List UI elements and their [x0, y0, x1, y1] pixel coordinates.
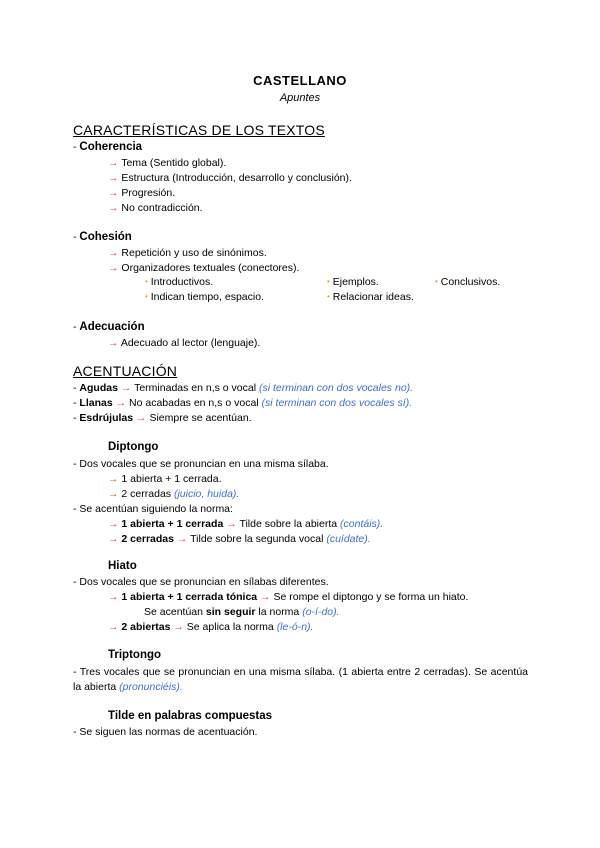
adecuacion-title: Adecuación: [79, 321, 145, 333]
dash: -: [73, 141, 77, 153]
triptongo-text: Tres vocales que se pronuncian en una misma sílaba. (1 abierta entre 2 cerradas). Se acentúa la abierta: [73, 666, 528, 693]
connector-text: Relacionar ideas.: [332, 291, 414, 303]
triptongo-title: Triptongo: [108, 649, 162, 661]
compuestas-line: [73, 726, 257, 739]
page-title: CASTELLANO: [253, 73, 347, 88]
list-item: [108, 247, 267, 260]
list-item-text: 1 abierta + 1 cerrada.: [121, 473, 222, 485]
example-note: (cuídate).: [326, 533, 371, 545]
dash: -: [73, 321, 77, 333]
arrow-icon: →: [108, 187, 119, 199]
arrow-icon: →: [115, 397, 127, 409]
arrow-icon: →: [108, 533, 119, 545]
list-item: [108, 157, 226, 170]
arrow-icon: →: [108, 591, 119, 603]
diptongo-definition: [73, 458, 329, 471]
list-item-text: Adecuado al lector (lenguaje).: [120, 337, 261, 349]
compuestas-title: Tilde en palabras compuestas: [108, 710, 273, 722]
dash: -: [73, 412, 77, 424]
rule-text: la norma: [258, 606, 300, 618]
esdrujulas-line: [73, 412, 252, 425]
example-note: (pronunciéis).: [119, 681, 183, 693]
diptongo-norma: [73, 503, 233, 516]
list-item: [108, 473, 222, 486]
bullet-icon: •: [435, 277, 438, 286]
rule-item: [108, 518, 383, 531]
esdrujulas-term: Esdrújulas: [79, 412, 134, 424]
dash: -: [73, 231, 77, 243]
rule-label: 2 abiertas: [121, 621, 171, 633]
esdrujulas-text: Siempre se acentúan.: [149, 412, 252, 424]
dash: -: [73, 576, 77, 588]
arrow-icon: →: [173, 621, 184, 633]
diptongo-def-text: Dos vocales que se pronuncian en una misma sílaba.: [79, 458, 329, 470]
arrow-icon: →: [108, 262, 119, 274]
arrow-icon: →: [108, 488, 119, 500]
dash: -: [73, 382, 77, 394]
list-item: [108, 172, 352, 185]
page-subtitle: Apuntes: [279, 92, 321, 104]
connector-item: [327, 276, 379, 289]
list-item-text: No contradicción.: [121, 202, 203, 214]
arrow-icon: →: [108, 157, 119, 169]
arrow-icon: →: [108, 518, 119, 530]
connector-text: Ejemplos.: [332, 276, 379, 288]
rule-item: [108, 621, 313, 634]
section-heading-caracteristicas: CARACTERÍSTICAS DE LOS TEXTOS: [73, 122, 325, 138]
dash: -: [73, 458, 77, 470]
list-item-text: Progresión.: [121, 187, 176, 199]
triptongo-paragraph: [73, 665, 528, 695]
list-item: [108, 187, 175, 200]
arrow-icon: →: [176, 533, 188, 545]
llanas-term: Llanas: [79, 397, 113, 409]
rule-text: Tilde sobre la segunda vocal: [190, 533, 324, 545]
list-item: [108, 202, 203, 215]
example-note: (o-í-do).: [302, 606, 340, 618]
cohesion-heading: [73, 230, 132, 244]
arrow-icon: →: [136, 412, 147, 424]
coherencia-title: Coherencia: [79, 141, 143, 153]
hiato-def-text: Dos vocales que se pronuncian en sílabas diferentes.: [79, 576, 329, 588]
list-item-text: 2 cerradas: [121, 488, 172, 500]
arrow-icon: →: [120, 382, 132, 394]
diptongo-title: Diptongo: [108, 441, 159, 453]
connector-text: Introductivos.: [150, 276, 214, 288]
llanas-note: (si terminan con dos vocales sí).: [261, 397, 413, 409]
list-item: [108, 262, 299, 275]
section-heading-acentuacion: ACENTUACIÓN: [73, 363, 178, 379]
adecuacion-heading: [73, 320, 145, 334]
bullet-icon: •: [327, 277, 330, 286]
hiato-title: Hiato: [108, 560, 137, 572]
rule-continuation: [144, 606, 340, 619]
list-item-text: Organizadores textuales (conectores).: [121, 262, 300, 274]
rule-text: Tilde sobre la abierta: [239, 518, 338, 530]
connector-text: Indican tiempo, espacio.: [150, 291, 264, 303]
arrow-icon: →: [108, 202, 119, 214]
arrow-icon: →: [108, 621, 119, 633]
hiato-definition: [73, 576, 329, 589]
bullet-icon: •: [327, 292, 330, 301]
diptongo-norma-text: Se acentúan siguiendo la norma:: [79, 503, 233, 515]
example-note: (le-ó-n).: [276, 621, 314, 633]
connector-item: [327, 291, 414, 304]
dash: -: [73, 503, 77, 515]
rule-label: 1 abierta + 1 cerrada tónica: [121, 591, 258, 603]
dash: -: [73, 397, 77, 409]
rule-item: [108, 591, 468, 604]
list-item-text: Estructura (Introducción, desarrollo y conclusión).: [121, 172, 352, 184]
example-note: (juicio, huida).: [173, 488, 240, 500]
bullet-icon: •: [145, 277, 148, 286]
arrow-icon: →: [260, 591, 271, 603]
llanas-line: [73, 397, 412, 410]
connector-text: Conclusivos.: [440, 276, 501, 288]
compuestas-text: Se siguen las normas de acentuación.: [79, 726, 258, 738]
rule-emphasis: sin seguir: [205, 606, 256, 618]
dash: -: [73, 666, 77, 678]
rule-label: 1 abierta + 1 cerrada: [121, 518, 224, 530]
llanas-text: No acabadas en n,s o vocal: [129, 397, 259, 409]
connector-item: [435, 276, 500, 289]
list-item: [108, 337, 260, 350]
bullet-icon: •: [145, 292, 148, 301]
rule-item: [108, 533, 371, 546]
agudas-note: (si terminan con dos vocales no).: [259, 382, 414, 394]
agudas-line: [73, 382, 413, 395]
list-item-text: Repetición y uso de sinónimos.: [121, 247, 267, 259]
connector-item: [145, 291, 264, 304]
arrow-icon: →: [108, 473, 119, 485]
arrow-icon: →: [226, 518, 237, 530]
cohesion-title: Cohesión: [79, 231, 132, 243]
agudas-text: Terminadas en n,s o vocal: [134, 382, 257, 394]
arrow-icon: →: [108, 172, 119, 184]
agudas-term: Agudas: [79, 382, 118, 394]
rule-text: Se acentúan: [144, 606, 203, 618]
rule-text: Se aplica la norma: [186, 621, 274, 633]
dash: -: [73, 726, 77, 738]
arrow-icon: →: [108, 247, 119, 259]
example-note: (contáis).: [340, 518, 384, 530]
rule-label: 2 cerradas: [121, 533, 174, 545]
rule-text: Se rompe el diptongo y se forma un hiato.: [273, 591, 469, 603]
list-item-text: Tema (Sentido global).: [121, 157, 227, 169]
coherencia-heading: [73, 140, 142, 154]
connector-item: [145, 276, 213, 289]
list-item: [108, 488, 239, 501]
arrow-icon: →: [108, 337, 119, 349]
